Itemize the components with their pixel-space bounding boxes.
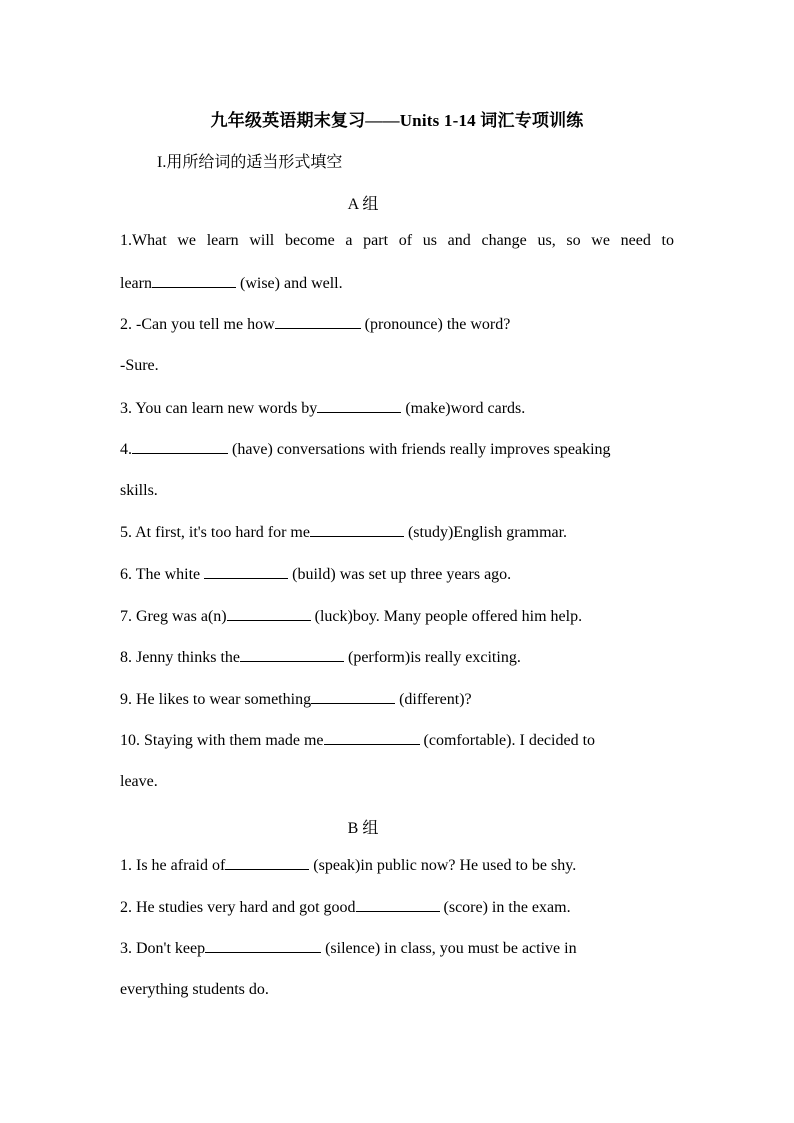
question-a4-text: 4. [120,441,132,458]
answer-blank-b1[interactable] [225,856,309,870]
question-b3 [120,939,577,958]
question-a8-hint: (perform)is really exciting. [344,649,521,666]
answer-blank-b2[interactable] [356,898,440,912]
question-a6-hint: (build) was set up three years ago. [288,566,512,583]
answer-blank-a1[interactable] [152,274,236,288]
answer-blank-b3[interactable] [205,939,321,953]
question-a4-hint: (have) conversations with friends really improves speaking [228,441,611,458]
question-a3 [120,399,525,418]
question-b3-text: 3. Don't keep [120,940,206,957]
question-a10 [120,731,595,750]
answer-blank-a9[interactable] [311,690,395,704]
question-a4-line2: skills. [120,482,158,499]
answer-blank-a5[interactable] [310,523,404,537]
question-a1-text: learn [120,275,152,292]
group-a-label: A 组 [347,196,379,213]
answer-blank-a3[interactable] [317,399,401,413]
group-b-label: B 组 [347,820,379,837]
question-a10-text: 10. Staying with them made me [120,732,324,749]
question-a3-text: 3. You can learn new words by [120,400,318,417]
page-title: 九年级英语期末复习——Units 1-14 词汇专项训练 [210,111,584,130]
question-a9-text: 9. He likes to wear something [120,691,312,708]
question-b2-text: 2. He studies very hard and got good [120,899,356,916]
question-a6-text: 6. The white [120,566,205,583]
answer-blank-a8[interactable] [240,648,344,662]
question-b3-hint: (silence) in class, you must be active in [321,940,577,957]
question-a1-line1: 1.What we learn will become a part of us and change us, so we need to [120,232,674,249]
question-a8-text: 8. Jenny thinks the [120,649,240,666]
question-a9-hint: (different)? [395,691,472,708]
question-a9 [120,690,472,709]
question-a8 [120,648,521,667]
answer-blank-a2[interactable] [275,315,361,329]
question-b2 [120,898,571,917]
question-a10-hint: (comfortable). I decided to [419,732,596,749]
section-heading: I.用所给词的适当形式填空 [157,154,343,171]
question-a10-line2: leave. [120,773,158,790]
question-a2-answer: -Sure. [120,357,159,374]
question-a1-hint: (wise) and well. [235,275,343,292]
answer-blank-a10[interactable] [324,731,420,745]
question-a7 [120,607,582,626]
question-a2-hint: (pronounce) the word? [360,316,511,333]
answer-blank-a4[interactable] [132,440,228,454]
answer-blank-a7[interactable] [227,607,311,621]
question-a7-hint: (luck)boy. Many people offered him help. [310,608,583,625]
question-a6 [120,565,511,584]
question-a3-hint: (make)word cards. [401,400,526,417]
question-b1-text: 1. Is he afraid of [120,857,226,874]
question-a1-line2 [120,274,343,293]
question-b1 [120,856,576,875]
question-a5 [120,523,567,542]
question-a2 [120,315,510,334]
question-a2-text: 2. -Can you tell me how [120,316,275,333]
question-a7-text: 7. Greg was a(n) [120,608,227,625]
question-a4 [120,440,611,459]
answer-blank-a6[interactable] [204,565,288,579]
question-b1-hint: (speak)in public now? He used to be shy. [309,857,577,874]
question-b3-line2: everything students do. [120,981,269,998]
question-a5-text: 5. At first, it's too hard for me [120,524,310,541]
question-b2-hint: (score) in the exam. [439,899,571,916]
question-a5-hint: (study)English grammar. [403,524,568,541]
